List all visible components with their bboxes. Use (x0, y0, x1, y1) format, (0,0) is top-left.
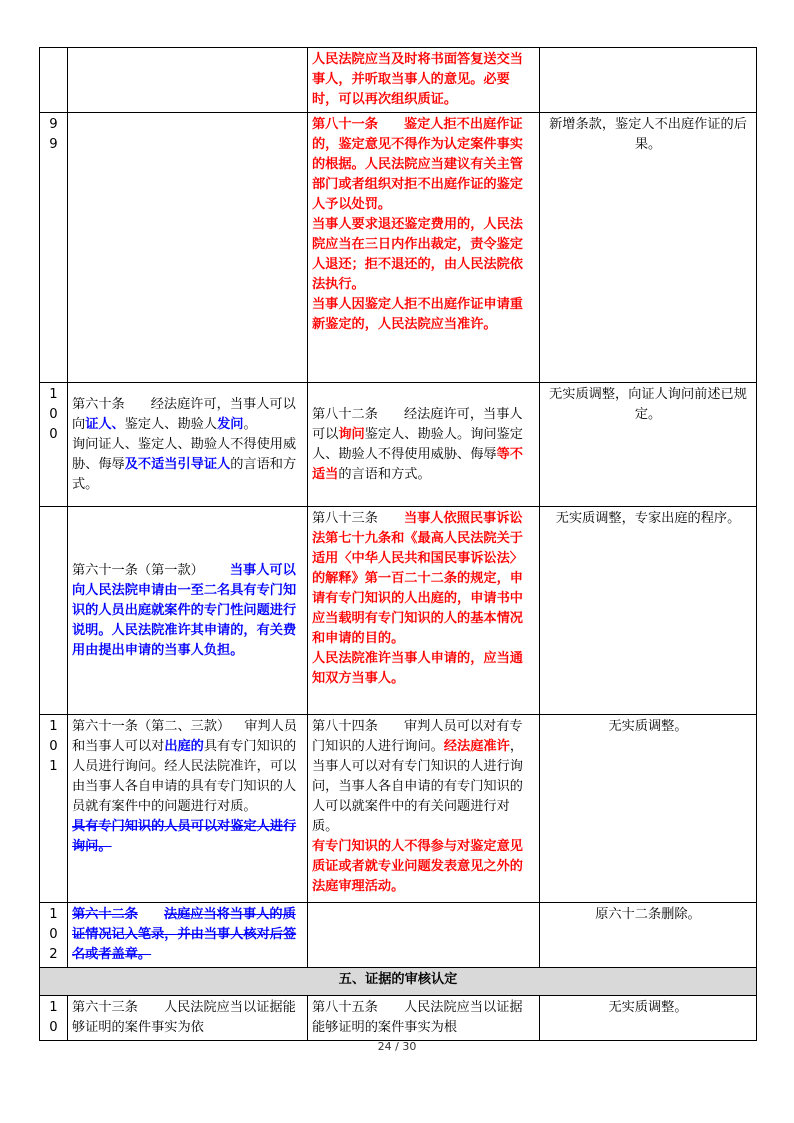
article-number: 1 0 0 (40, 383, 68, 507)
article-number (40, 507, 68, 715)
change-note: 新增条款，鉴定人不出庭作证的后果。 (540, 113, 757, 383)
table-row (40, 715, 757, 903)
change-note: 无实质调整，向证人询问前述已规定。 (540, 383, 757, 507)
comparison-table (39, 47, 757, 1041)
article-number: 1 0 2 (40, 903, 68, 968)
new-provision (308, 903, 540, 968)
new-provision: 第八十四条 审判人员可以对有专门知识的人进行询问。经法庭准许，当事人可以对有专门知识的人进行询问，当事人各自申请的有专门知识的人可以就案件中的有关问题进行对质。 有专门知识的人不得参与对鉴定意见质证或者就专业问题发表意见之外的法庭审理活动。 (308, 715, 540, 903)
change-note: 无实质调整，专家出庭的程序。 (540, 507, 757, 715)
table-row (40, 996, 757, 1041)
table-row (40, 903, 757, 968)
old-provision (68, 48, 308, 113)
article-number: 1 0 1 (40, 715, 68, 903)
section-title: 五、证据的审核认定 (40, 968, 757, 996)
new-provision: 第八十三条 当事人依照民事诉讼法第七十九条和《最高人民法院关于适用〈中华人民共和国民事诉讼法〉的解释》第一百二十二条的规定，申请有专门知识的人出庭的，申请书中应当载明有专门知识的人的基本情况和申请的目的。 人民法院准许当事人申请的，应当通知双方当事人。 (308, 507, 540, 715)
article-number (40, 48, 68, 113)
change-note: 无实质调整。 (540, 996, 757, 1041)
new-provision: 第八十二条 经法庭许可，当事人可以询问鉴定人、勘验人。询问鉴定人、勘验人不得使用威胁、侮辱等不适当的言语和方式。 (308, 383, 540, 507)
table-row (40, 507, 757, 715)
page-number: 24 / 30 (377, 1040, 417, 1053)
old-provision: 第六十一条（第一款） 当事人可以向人民法院申请由一至二名具有专门知识的人员出庭就案件的专门性问题进行说明。人民法院准许其申请的，有关费用由提出申请的当事人负担。 (68, 507, 308, 715)
article-number: 9 9 (40, 113, 68, 383)
old-provision: 第六十三条 人民法院应当以证据能够证明的案件事实为依 (68, 996, 308, 1041)
change-note (540, 48, 757, 113)
change-note: 无实质调整。 (540, 715, 757, 903)
table-row (40, 113, 757, 383)
new-provision: 第八十一条 鉴定人拒不出庭作证的，鉴定意见不得作为认定案件事实的根据。人民法院应当建议有关主管部门或者组织对拒不出庭作证的鉴定人予以处罚。 当事人要求退还鉴定费用的，人民法院应当在三日内作出裁定，责令鉴定人退还；拒不退还的，由人民法院依法执行。 当事人因鉴定人拒不出庭作证申请重新鉴定的，人民法院应当准许。 (308, 113, 540, 383)
old-provision (68, 113, 308, 383)
section-header-row (40, 968, 757, 996)
new-provision: 第八十五条 人民法院应当以证据能够证明的案件事实为根 (308, 996, 540, 1041)
old-provision: 第六十一条（第二、三款） 审判人员和当事人可以对出庭的具有专门知识的人员进行询问。经人民法院准许，可以由当事人各自申请的具有专门知识的人员就有案件中的问题进行对质。 具有专门知识的人员可以对鉴定人进行询问。 (68, 715, 308, 903)
article-number: 1 0 (40, 996, 68, 1041)
table-row (40, 48, 757, 113)
change-note: 原六十二条删除。 (540, 903, 757, 968)
table-row (40, 383, 757, 507)
old-provision: 第六十二条 法庭应当将当事人的质证情况记入笔录，并由当事人核对后签名或者盖章。 (68, 903, 308, 968)
old-provision: 第六十条 经法庭许可，当事人可以向证人、鉴定人、勘验人发问。 询问证人、鉴定人、勘验人不得使用威胁、侮辱及不适当引导证人的言语和方式。 (68, 383, 308, 507)
new-provision: 人民法院应当及时将书面答复送交当事人，并听取当事人的意见。必要时，可以再次组织质证。 (308, 48, 540, 113)
